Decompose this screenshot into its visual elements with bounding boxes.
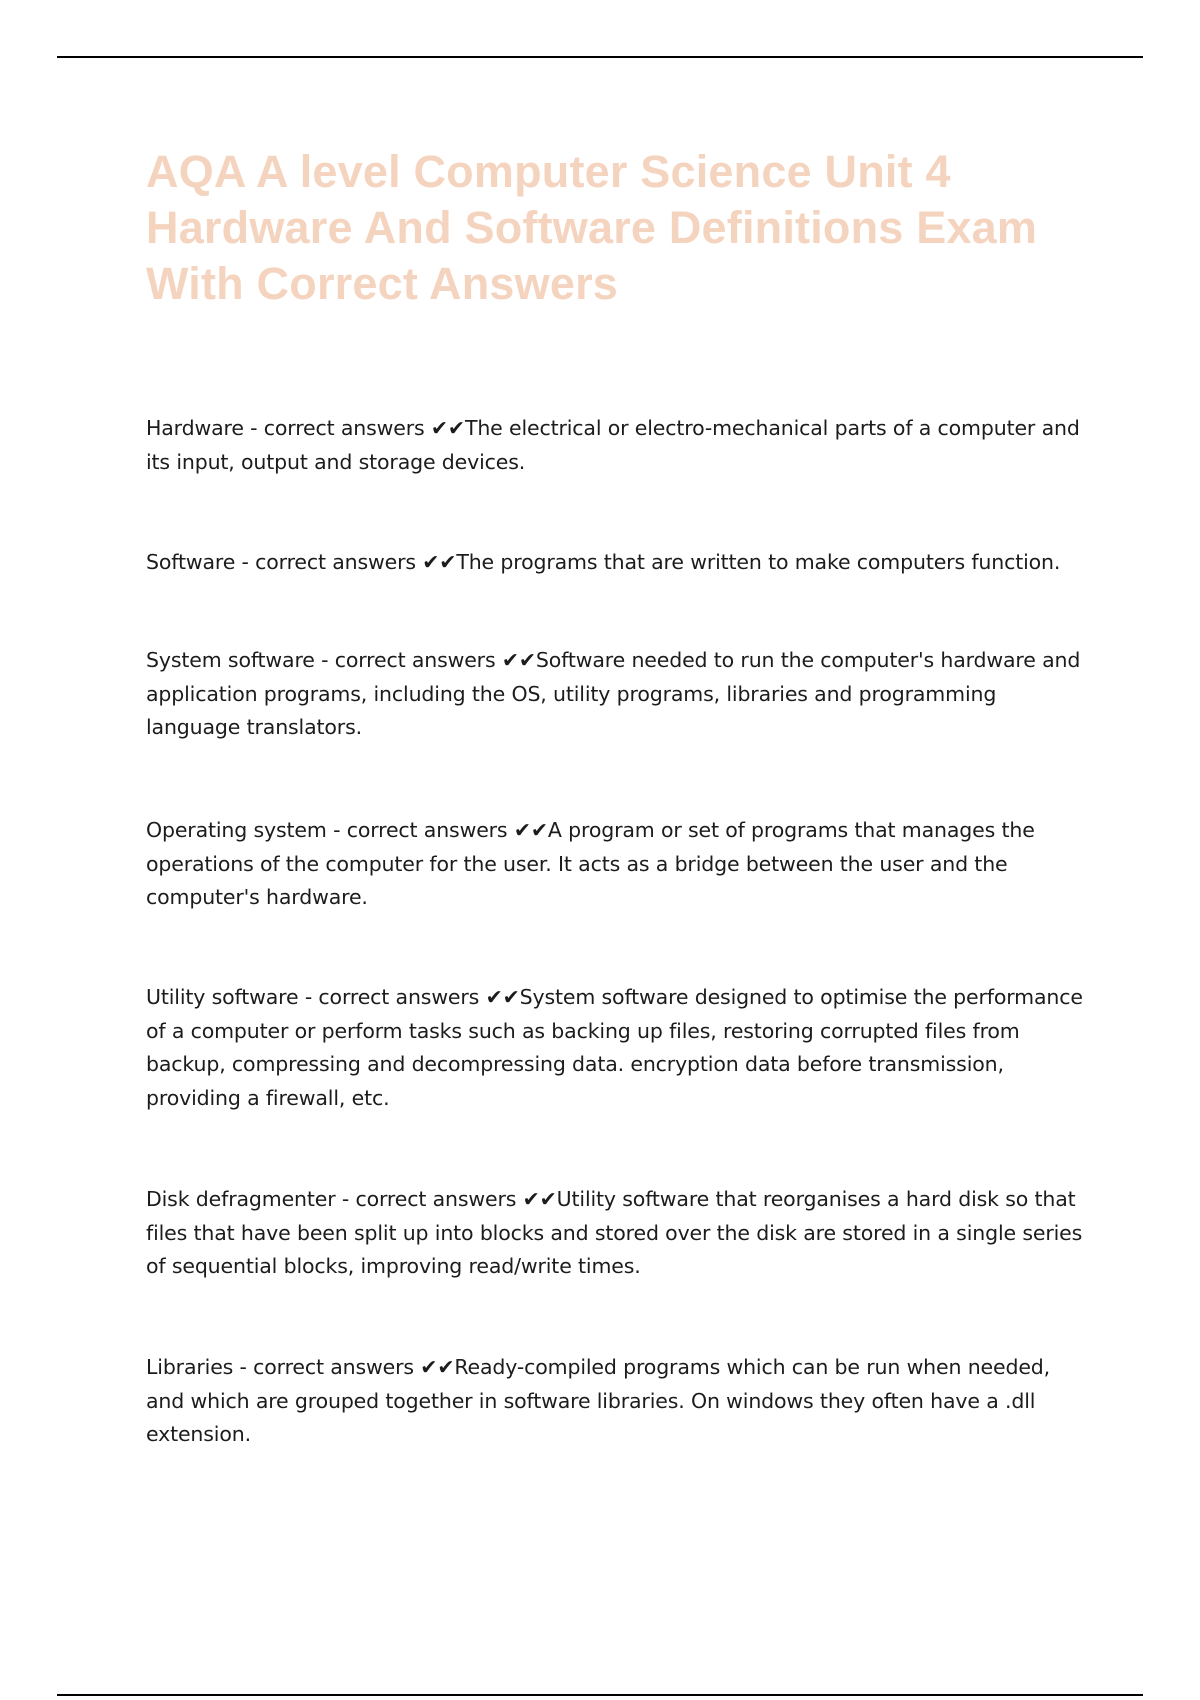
definition-software: Software - correct answers ✔✔The programs that are written to make computers function. xyxy=(146,550,1061,574)
definition-disk-defragmenter: Disk defragmenter - correct answers ✔✔Utility software that reorganises a hard disk so that files that have been split up into blocks and stored over the disk are stored in a single series of sequential blocks, improving read/write times. xyxy=(146,1187,1083,1278)
definition-utility-software: Utility software - correct answers ✔✔System software designed to optimise the performance of a computer or perform tasks such as backing up files, restoring corrupted files from backup, compressing and decompressing data. encryption data before transmission, providing a firewall, etc. xyxy=(146,985,1083,1110)
document-title: AQA A level Computer Science Unit 4 Hardware And Software Definitions Exam With Correct Answers xyxy=(146,146,1038,309)
definition-libraries: Libraries - correct answers ✔✔Ready-compiled programs which can be run when needed, and which are grouped together in software libraries. On windows they often have a .dll extension. xyxy=(146,1355,1051,1446)
top-rule xyxy=(57,56,1143,58)
definition-operating-system: Operating system - correct answers ✔✔A program or set of programs that manages the operations of the computer for the user. It acts as a bridge between the user and the computer's hardware. xyxy=(146,818,1035,909)
definition-system-software: System software - correct answers ✔✔Software needed to run the computer's hardware and application programs, including the OS, utility programs, libraries and programming language translators. xyxy=(146,648,1081,739)
definition-hardware: Hardware - correct answers ✔✔The electrical or electro-mechanical parts of a computer and its input, output and storage devices. xyxy=(146,416,1080,474)
bottom-rule xyxy=(57,1694,1143,1696)
